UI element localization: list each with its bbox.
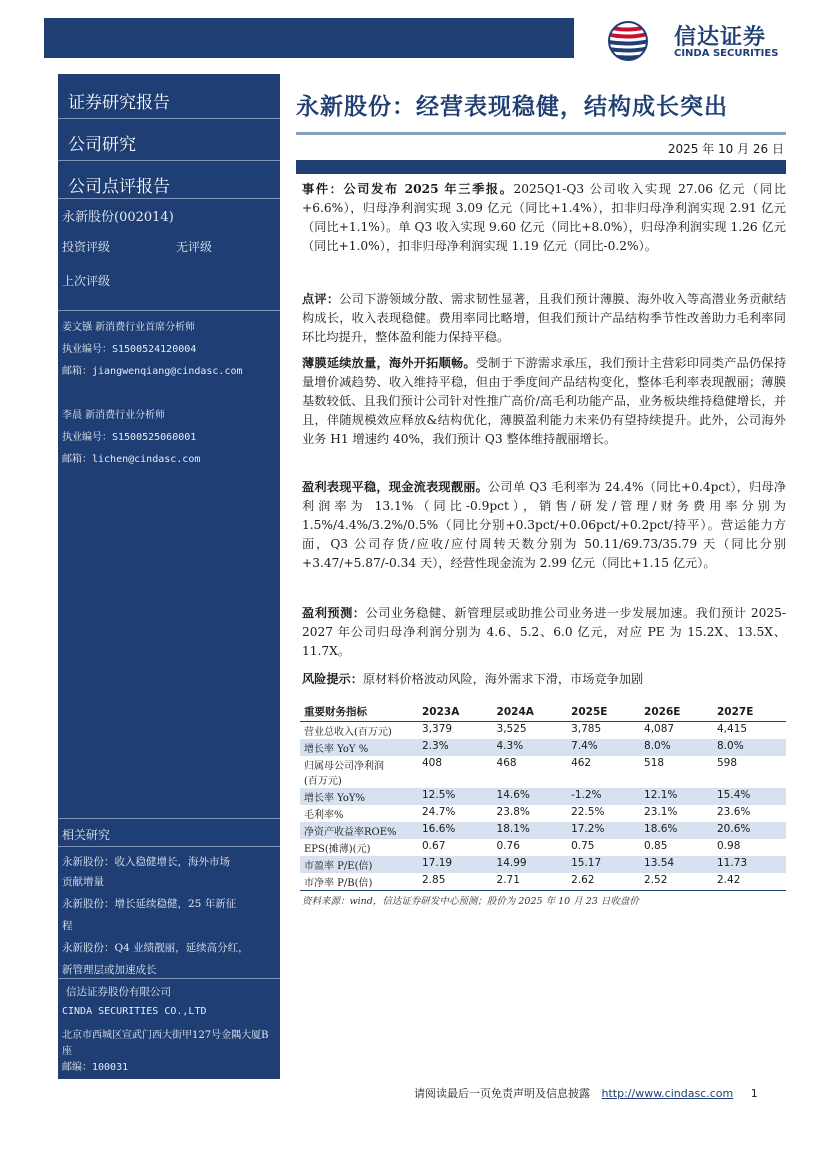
analyst1-email[interactable]: 邮箱：jiangwenqiang@cindasc.com	[62, 366, 243, 377]
table-cell: 23.6%	[717, 806, 751, 818]
paragraph-profit	[302, 478, 786, 573]
table-row	[300, 756, 786, 788]
table-cell-label: 营业总收入(百万元)	[304, 727, 392, 738]
paragraph-film	[302, 354, 786, 449]
table-cell: 3,525	[496, 723, 527, 735]
table-cell: 12.5%	[418, 788, 493, 805]
table-cell: 17.2%	[567, 822, 640, 839]
table-cell-label: 增长率 YoY%	[300, 788, 418, 805]
divider	[58, 818, 280, 819]
table-cell: 15.17	[567, 856, 640, 873]
table-row	[300, 788, 786, 805]
table-header: 2026E	[640, 702, 713, 722]
table-cell: 2.42	[713, 873, 786, 891]
logo-name-en: CINDA SECURITIES	[674, 48, 779, 59]
related-report-3-cont[interactable]: 新管理层或加速成长	[62, 964, 157, 976]
table-header: 2027E	[713, 702, 786, 722]
table-cell: 2.85	[418, 873, 493, 891]
company-address-cont: 座	[62, 1046, 72, 1057]
paragraph-profit-body: 公司单 Q3 毛利率为 24.4%（同比+0.4pct），归母净利润率为 13.1%（同比-0.9pct），销售/研发/管理/财务费用率分别为 1.5%/4.4%/3.2%/0.5%（同比分别+0.3pct/+0.06pct/+0.2pct/持平）。营运能力方面，Q3 公司存货/应收/应付周转天数分别为 50.11/69.73/35.79 天（同比分别+3.47/+5.87/-0.34 天），经营性现金流为 2.99 亿元（同比+1.15 亿元）。	[302, 480, 787, 570]
paragraph-event-heading: 事件：公司发布 2025 年三季报。	[302, 182, 514, 196]
divider	[58, 118, 280, 119]
sidebar-section-company-research: 公司研究	[68, 135, 136, 155]
table-cell: 18.1%	[493, 822, 568, 839]
paragraph-forecast-heading: 盈利预测：	[302, 606, 366, 620]
table-cell: 408	[422, 757, 443, 769]
table-row	[300, 805, 786, 822]
table-cell: 23.8%	[496, 806, 530, 818]
sidebar-section-report-type: 证券研究报告	[68, 93, 170, 113]
table-cell: 518	[644, 757, 665, 769]
related-report-2[interactable]: 永新股份：增长延续稳健，25 年新征	[62, 898, 237, 910]
table-cell: 8.0%	[713, 739, 786, 756]
table-cell: 15.4%	[713, 788, 786, 805]
table-header: 2024A	[493, 702, 568, 722]
table-cell-label: 毛利率%	[304, 810, 344, 821]
company-name-cn: 信达证券股份有限公司	[66, 986, 171, 998]
paragraph-comment-heading: 点评：	[302, 292, 340, 306]
rating-value: 无评级	[176, 240, 213, 254]
table-cell: 22.5%	[571, 806, 605, 818]
paragraph-forecast-body: 公司业务稳健、新管理层或助推公司业务进一步发展加速。我们预计 2025-2027 年公司归母净利润分别为 4.6、5.2、6.0 亿元，对应 PE 为 15.2X、13.5X、11.7X。	[302, 606, 786, 658]
table-cell: 20.6%	[713, 822, 786, 839]
analyst2-name: 李晨 新消费行业分析师	[62, 410, 166, 421]
company-address: 北京市西城区宣武门西大街甲127号金隅大厦B	[62, 1030, 269, 1041]
table-cell: 468	[496, 757, 517, 769]
logo-name-cn: 信达证券	[674, 25, 767, 50]
table-cell: 0.75	[571, 840, 595, 852]
related-report-1-cont[interactable]: 贡献增量	[62, 876, 104, 888]
related-report-2-cont[interactable]: 程	[62, 920, 73, 932]
table-cell: 2.62	[567, 873, 640, 891]
divider	[58, 310, 280, 311]
page-title: 永新股份：经营表现稳健，结构成长突出	[296, 94, 728, 120]
paragraph-film-body: 受制于下游需求承压，我们预计主营彩印同类产品仍保持量增价减趋势、收入维持平稳，但由于季度间产品结构变化，整体毛利率表现靓丽；薄膜基数较低、且我们预计公司针对性推广高价/高毛利功能产品，业务板块维持稳健增长，并且，伴随规模效应释放&结构优化，薄膜盈利能力未来仍有望持续提升。此外，公司海外业务 H1 增速约 40%，我们预计 Q3 整体维持靓丽增长。	[302, 356, 787, 446]
company-name-en: CINDA SECURITIES CO.,LTD	[62, 1006, 207, 1017]
stock-name: 永新股份(002014)	[62, 210, 174, 225]
table-cell: 2.52	[640, 873, 713, 891]
page-footer	[414, 1085, 758, 1101]
table-cell: 11.73	[713, 856, 786, 873]
table-cell: 4,415	[717, 723, 748, 735]
table-cell: 14.6%	[493, 788, 568, 805]
sidebar-section-review: 公司点评报告	[68, 177, 170, 197]
header-bar	[44, 18, 574, 58]
table-cell: 12.1%	[640, 788, 713, 805]
table-cell-label-line2: (百万元)	[304, 776, 342, 787]
paragraph-event	[302, 180, 786, 256]
table-cell: 0.76	[496, 840, 520, 852]
paragraph-comment	[302, 290, 786, 347]
table-cell: 3,379	[422, 723, 453, 735]
table-cell: 8.0%	[640, 739, 713, 756]
table-row	[300, 822, 786, 839]
table-cell: 4,087	[644, 723, 675, 735]
table-row	[300, 839, 786, 856]
table-cell: 7.4%	[567, 739, 640, 756]
table-cell: 24.7%	[422, 806, 456, 818]
paragraph-comment-body: 公司下游领域分散、需求韧性显著，且我们预计薄膜、海外收入等高潜业务贡献结构成长，收入表现稳健。费用率同比略增，但我们预计产品结构季节性改善助力毛利率同环比均提升，整体盈利能力保持平稳。	[302, 292, 787, 344]
financial-metrics-table	[300, 702, 786, 891]
table-source-note: 资料来源：wind，信达证券研发中心预测；股价为 2025 年 10 月 23 日收盘价	[302, 896, 639, 907]
sidebar	[58, 74, 280, 1079]
analyst1-license: 执业编号：S1500524120004	[62, 344, 197, 355]
table-cell-label-line1: 归属母公司净利润	[304, 761, 384, 772]
table-cell: 462	[571, 757, 592, 769]
paragraph-risk-body: 原材料价格波动风险，海外需求下滑，市场竞争加剧	[362, 672, 644, 686]
table-cell: 13.54	[640, 856, 713, 873]
paragraph-event-body: 2025Q1-Q3 公司收入实现 27.06 亿元（同比+6.6%），归母净利润实现 3.09 亿元（同比+1.4%），扣非归母净利润实现 2.91 亿元（同比+1.1%）。单 Q3 收入实现 9.60 亿元（同比+8.0%），归母净利润实现 1.26 亿元（同比+1.0%），扣非归母净利润实现 1.19 亿元（同比-0.2%）。	[302, 182, 787, 253]
table-header-row	[300, 702, 786, 722]
paragraph-risk-heading: 风险提示：	[302, 672, 363, 686]
related-report-3[interactable]: 永新股份：Q4 业绩靓丽，延续高分红，	[62, 942, 249, 954]
cinda-logo-icon	[600, 20, 670, 62]
table-cell-label: 增长率 YoY %	[300, 739, 418, 756]
company-postcode: 邮编：100031	[62, 1062, 129, 1073]
divider	[58, 846, 280, 847]
table-cell-label: EPS(摊薄)(元)	[304, 844, 371, 855]
cinda-logo	[600, 20, 800, 62]
table-cell: 598	[717, 757, 738, 769]
table-cell: 14.99	[493, 856, 568, 873]
footer-disclaimer: 请阅读最后一页免责声明及信息披露	[414, 1087, 590, 1100]
footer-website-link[interactable]: http://www.cindasc.com	[601, 1087, 734, 1100]
table-row	[300, 722, 786, 740]
report-date: 2025 年 10 月 26 日	[667, 142, 784, 156]
divider	[58, 160, 280, 161]
table-cell: 3,785	[571, 723, 602, 735]
paragraph-film-heading: 薄膜延续放量，海外开拓顺畅。	[302, 356, 476, 370]
table-cell: -1.2%	[567, 788, 640, 805]
rating-label: 投资评级	[62, 240, 111, 254]
table-row	[300, 873, 786, 891]
last-rating-label: 上次评级	[62, 274, 111, 288]
table-cell: 2.71	[493, 873, 568, 891]
analyst2-email[interactable]: 邮箱：lichen@cindasc.com	[62, 454, 201, 465]
paragraph-risk	[302, 670, 786, 689]
table-cell: 16.6%	[418, 822, 493, 839]
table-cell: 17.19	[418, 856, 493, 873]
analyst1-name: 姜文镪 新消费行业首席分析师	[62, 322, 196, 333]
table-row	[300, 739, 786, 756]
related-research-title: 相关研究	[62, 828, 111, 842]
analyst2-license: 执业编号：S1500525060001	[62, 432, 197, 443]
table-cell: 2.3%	[418, 739, 493, 756]
date-divider-bar	[296, 160, 786, 174]
table-cell-label: 市盈率 P/E(倍)	[300, 856, 418, 873]
paragraph-forecast	[302, 604, 786, 661]
divider	[58, 978, 280, 979]
title-divider	[296, 132, 786, 135]
table-cell: 0.67	[422, 840, 446, 852]
table-cell-label	[300, 756, 418, 788]
paragraph-profit-heading: 盈利表现平稳，现金流表现靓丽。	[302, 480, 489, 494]
table-header: 2025E	[567, 702, 640, 722]
table-cell: 18.6%	[640, 822, 713, 839]
table-cell-label: 净资产收益率ROE%	[300, 822, 418, 839]
table-cell: 23.1%	[644, 806, 678, 818]
table-cell: 0.85	[644, 840, 668, 852]
page-number: 1	[750, 1087, 758, 1100]
table-cell: 4.3%	[493, 739, 568, 756]
table-row	[300, 856, 786, 873]
related-report-1[interactable]: 永新股份：收入稳健增长，海外市场	[62, 856, 230, 868]
table-cell: 0.98	[717, 840, 741, 852]
table-cell-label: 市净率 P/B(倍)	[300, 873, 418, 891]
table-header: 重要财务指标	[300, 702, 418, 722]
table-header: 2023A	[418, 702, 493, 722]
divider	[58, 198, 280, 199]
